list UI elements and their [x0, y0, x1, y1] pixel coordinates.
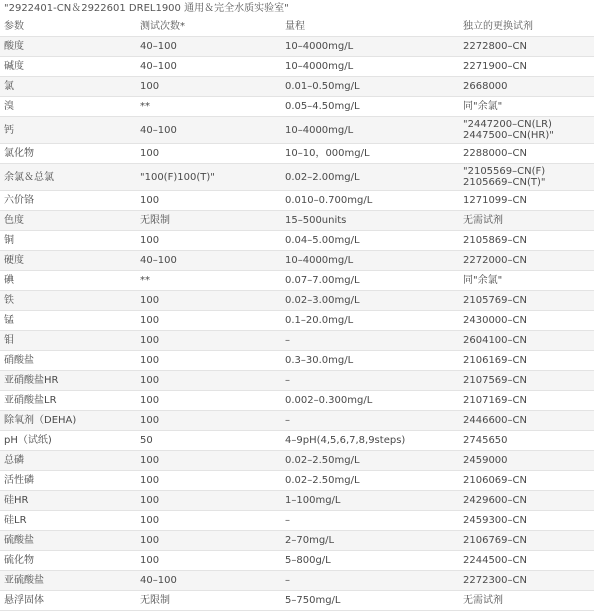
cell-range: 0.01–0.50mg/L: [281, 77, 459, 97]
cell-parameter: 硫化物: [0, 551, 136, 571]
cell-parameter: 钙: [0, 117, 136, 144]
cell-reagent: 2272300–CN: [459, 571, 594, 591]
table-row: [0, 231, 594, 251]
cell-parameter: 除氧剂（DEHA): [0, 411, 136, 431]
cell-test-count: 100: [136, 471, 281, 491]
cell-reagent: 2107169–CN: [459, 391, 594, 411]
cell-test-count: 40–100: [136, 251, 281, 271]
cell-test-count: 40–100: [136, 571, 281, 591]
cell-reagent: 2459000: [459, 451, 594, 471]
cell-range: 5–800g/L: [281, 551, 459, 571]
cell-parameter: 活性磷: [0, 471, 136, 491]
table-row: [0, 117, 594, 144]
cell-range: –: [281, 411, 459, 431]
cell-parameter: pH（试纸): [0, 431, 136, 451]
table-row: [0, 391, 594, 411]
cell-reagent: 2459300–CN: [459, 511, 594, 531]
cell-reagent: 2668000: [459, 77, 594, 97]
cell-test-count: 100: [136, 231, 281, 251]
cell-reagent: 2272000–CN: [459, 251, 594, 271]
table-row: [0, 551, 594, 571]
table-row: [0, 77, 594, 97]
cell-parameter: 硫酸盐: [0, 531, 136, 551]
table-row: [0, 311, 594, 331]
cell-parameter: 氯: [0, 77, 136, 97]
table-row: [0, 451, 594, 471]
cell-reagent: 2105869–CN: [459, 231, 594, 251]
cell-range: –: [281, 331, 459, 351]
cell-reagent: 2107569–CN: [459, 371, 594, 391]
cell-test-count: **: [136, 271, 281, 291]
table-row: [0, 591, 594, 611]
cell-range: 1–100mg/L: [281, 491, 459, 511]
cell-parameter: 亚硝酸盐HR: [0, 371, 136, 391]
cell-parameter: 钼: [0, 331, 136, 351]
cell-test-count: 40–100: [136, 37, 281, 57]
cell-range: 0.07–7.00mg/L: [281, 271, 459, 291]
table-row: [0, 37, 594, 57]
cell-test-count: 100: [136, 77, 281, 97]
cell-reagent: "2105569–CN(F) 2105669–CN(T)": [459, 164, 594, 191]
cell-test-count: 100: [136, 411, 281, 431]
cell-parameter: 碱度: [0, 57, 136, 77]
cell-range: 5–750mg/L: [281, 591, 459, 611]
cell-range: 10–4000mg/L: [281, 57, 459, 77]
cell-range: –: [281, 511, 459, 531]
cell-parameter: 色度: [0, 211, 136, 231]
cell-parameter: 酸度: [0, 37, 136, 57]
cell-range: 0.02–2.50mg/L: [281, 451, 459, 471]
cell-reagent: 2430000–CN: [459, 311, 594, 331]
cell-reagent: "2447200–CN(LR) 2447500–CN(HR)": [459, 117, 594, 144]
table-row: [0, 491, 594, 511]
cell-range: 2–70mg/L: [281, 531, 459, 551]
cell-parameter: 铁: [0, 291, 136, 311]
cell-reagent: 2106769–CN: [459, 531, 594, 551]
cell-parameter: 硅HR: [0, 491, 136, 511]
cell-test-count: 40–100: [136, 57, 281, 77]
cell-test-count: 100: [136, 331, 281, 351]
cell-parameter: 硝酸盐: [0, 351, 136, 371]
cell-test-count: 无限制: [136, 591, 281, 611]
cell-range: 0.002–0.300mg/L: [281, 391, 459, 411]
table-row: [0, 571, 594, 591]
table-header-row: [0, 17, 594, 37]
cell-reagent: 2745650: [459, 431, 594, 451]
cell-reagent: 2604100–CN: [459, 331, 594, 351]
cell-test-count: 无限制: [136, 211, 281, 231]
cell-reagent: 2244500–CN: [459, 551, 594, 571]
cell-range: 0.3–30.0mg/L: [281, 351, 459, 371]
table-row: [0, 164, 594, 191]
table-row: [0, 411, 594, 431]
table-row: [0, 471, 594, 491]
cell-test-count: 50: [136, 431, 281, 451]
cell-test-count: 100: [136, 191, 281, 211]
cell-test-count: 100: [136, 291, 281, 311]
cell-parameter: 悬浮固体: [0, 591, 136, 611]
cell-reagent: 2272800–CN: [459, 37, 594, 57]
header-parameter: 参数: [0, 17, 136, 37]
cell-reagent: 无需试剂: [459, 211, 594, 231]
cell-parameter: 六价铬: [0, 191, 136, 211]
cell-range: 4–9pH(4,5,6,7,8,9steps): [281, 431, 459, 451]
cell-reagent: 2429600–CN: [459, 491, 594, 511]
cell-range: –: [281, 571, 459, 591]
cell-parameter: 锰: [0, 311, 136, 331]
cell-reagent: 无需试剂: [459, 591, 594, 611]
cell-test-count: 100: [136, 144, 281, 164]
cell-parameter: 氯化物: [0, 144, 136, 164]
table-row: [0, 291, 594, 311]
cell-parameter: 碘: [0, 271, 136, 291]
cell-range: 0.04–5.00mg/L: [281, 231, 459, 251]
cell-range: 10–10，000mg/L: [281, 144, 459, 164]
cell-range: 0.02–2.00mg/L: [281, 164, 459, 191]
cell-range: 0.02–3.00mg/L: [281, 291, 459, 311]
cell-parameter: 铜: [0, 231, 136, 251]
header-reagent: 独立的更换试剂: [459, 17, 594, 37]
cell-range: 10–4000mg/L: [281, 251, 459, 271]
table-row: [0, 251, 594, 271]
table-row: [0, 191, 594, 211]
cell-parameter: 亚硝酸盐LR: [0, 391, 136, 411]
cell-range: 15–500units: [281, 211, 459, 231]
cell-test-count: 100: [136, 391, 281, 411]
table-row: [0, 57, 594, 77]
table-row: [0, 331, 594, 351]
cell-reagent: 2271900–CN: [459, 57, 594, 77]
cell-reagent: 同"余氯": [459, 271, 594, 291]
cell-range: 10–4000mg/L: [281, 117, 459, 144]
header-range: 量程: [281, 17, 459, 37]
cell-parameter: 总磷: [0, 451, 136, 471]
cell-reagent: 2106169–CN: [459, 351, 594, 371]
cell-range: 0.02–2.50mg/L: [281, 471, 459, 491]
cell-test-count: **: [136, 97, 281, 117]
cell-test-count: "100(F)100(T)": [136, 164, 281, 191]
cell-test-count: 40–100: [136, 117, 281, 144]
cell-test-count: 100: [136, 491, 281, 511]
cell-parameter: 硬度: [0, 251, 136, 271]
table-row: [0, 531, 594, 551]
cell-range: 0.010–0.700mg/L: [281, 191, 459, 211]
cell-reagent: 2288000–CN: [459, 144, 594, 164]
cell-reagent: 2105769–CN: [459, 291, 594, 311]
cell-range: 0.1–20.0mg/L: [281, 311, 459, 331]
cell-test-count: 100: [136, 551, 281, 571]
table-row: [0, 211, 594, 231]
cell-range: 10–4000mg/L: [281, 37, 459, 57]
cell-reagent: 2106069–CN: [459, 471, 594, 491]
table-row: [0, 97, 594, 117]
cell-test-count: 100: [136, 531, 281, 551]
cell-range: –: [281, 371, 459, 391]
cell-reagent: 2446600–CN: [459, 411, 594, 431]
table-row: [0, 431, 594, 451]
table-row: [0, 511, 594, 531]
cell-parameter: 硅LR: [0, 511, 136, 531]
cell-test-count: 100: [136, 311, 281, 331]
table-row: [0, 351, 594, 371]
cell-parameter: 亚硫酸盐: [0, 571, 136, 591]
document-title: "2922401-CN＆2922601 DREL1900 通用＆完全水质实验室": [4, 3, 289, 14]
cell-test-count: 100: [136, 351, 281, 371]
reagent-spec-table: [0, 17, 594, 611]
cell-range: 0.05–4.50mg/L: [281, 97, 459, 117]
header-test-count: 测试次数*: [136, 17, 281, 37]
cell-parameter: 余氯＆总氯: [0, 164, 136, 191]
cell-test-count: 100: [136, 371, 281, 391]
cell-test-count: 100: [136, 451, 281, 471]
table-row: [0, 144, 594, 164]
cell-reagent: 同"余氯": [459, 97, 594, 117]
cell-reagent: 1271099–CN: [459, 191, 594, 211]
table-row: [0, 271, 594, 291]
cell-parameter: 溴: [0, 97, 136, 117]
cell-test-count: 100: [136, 511, 281, 531]
table-row: [0, 371, 594, 391]
